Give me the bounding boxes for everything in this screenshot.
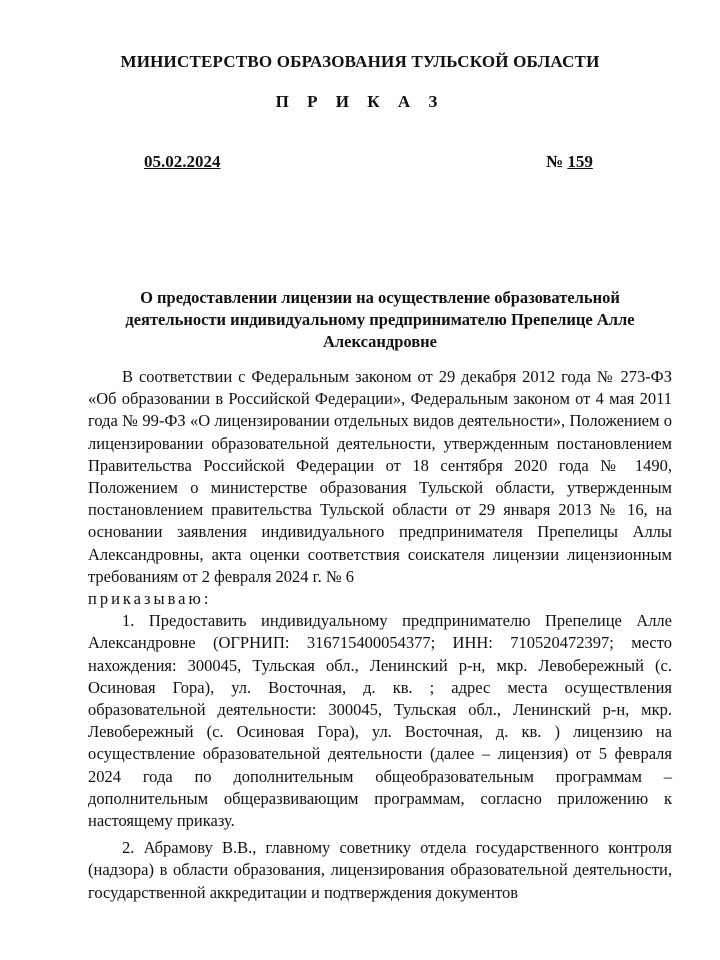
order-word: приказываю: [88, 589, 212, 609]
item-2-paragraph: 2. Абрамову В.В., главному советнику отдела государственного контроля (надзора) в области образования, лицензирования образовательной деятельности, государственной аккредитации и подтверждения документов [88, 838, 672, 902]
order-subject [88, 287, 672, 353]
subject-line-1: О предоставлении лицензии на осуществление образовательной [140, 288, 620, 307]
preamble-text: В соответствии с Федеральным законом от 29 декабря 2012 года № 273-ФЗ «Об образовании в Российской Федерации», Федеральным законом от 4 мая 2011 года № 99-ФЗ «О лицензировании отдельных видов деятельности», Положением о лицензировании образовательной деятельности, утвержденным постановлением Правительства Российской Федерации от 18 сентября 2020 года № 1490, Положением о министерстве образования Тульской области, утвержденным постановлением правительства Тульской области от 29 января 2013 № 16, на основании заявления индивидуального предпринимателя Препелицы Аллы Александровны, акта оценки соответствия соискателя лицензии лицензионным требованиям от 2 февраля 2024 г. № 6 [88, 367, 672, 586]
ministry-name: МИНИСТЕРСТВО ОБРАЗОВАНИЯ ТУЛЬСКОЙ ОБЛАСТИ [120, 52, 600, 71]
preamble-paragraph [88, 366, 672, 610]
document-type: П Р И К А З [275, 92, 445, 111]
order-body [88, 366, 672, 904]
item-1-paragraph: 1. Предоставить индивидуальному предпринимателю Препелице Алле Александровне (ОГРНИП: 316715400054377; ИНН: 710520472397; место нахождения: 300045, Тульская обл., Ленинский р-н, мкр. Левобережный (с. Осиновая Гора), ул. Восточная, д. кв. ; адрес места осуществления образовательной деятельности: 300045, Тульская обл., Ленинский р-н, мкр. Левобережный (с. Осиновая Гора), ул. Восточная, д. кв. ) лицензию на осуществление образовательной деятельности (далее – лицензия) от 5 февраля 2024 года по дополнительным общеобразовательным программам – дополнительным общеразвивающим программам, согласно приложению к настоящему приказу. [88, 611, 672, 831]
subject-line-2: деятельности индивидуальному предпринимателю Препелице Алле [125, 310, 635, 329]
subject-line-3: Александровне [323, 332, 437, 351]
order-number-block [546, 152, 593, 172]
order-number-prefix: № [546, 152, 568, 171]
order-date: 05.02.2024 [144, 152, 221, 171]
order-number: 159 [567, 152, 593, 171]
